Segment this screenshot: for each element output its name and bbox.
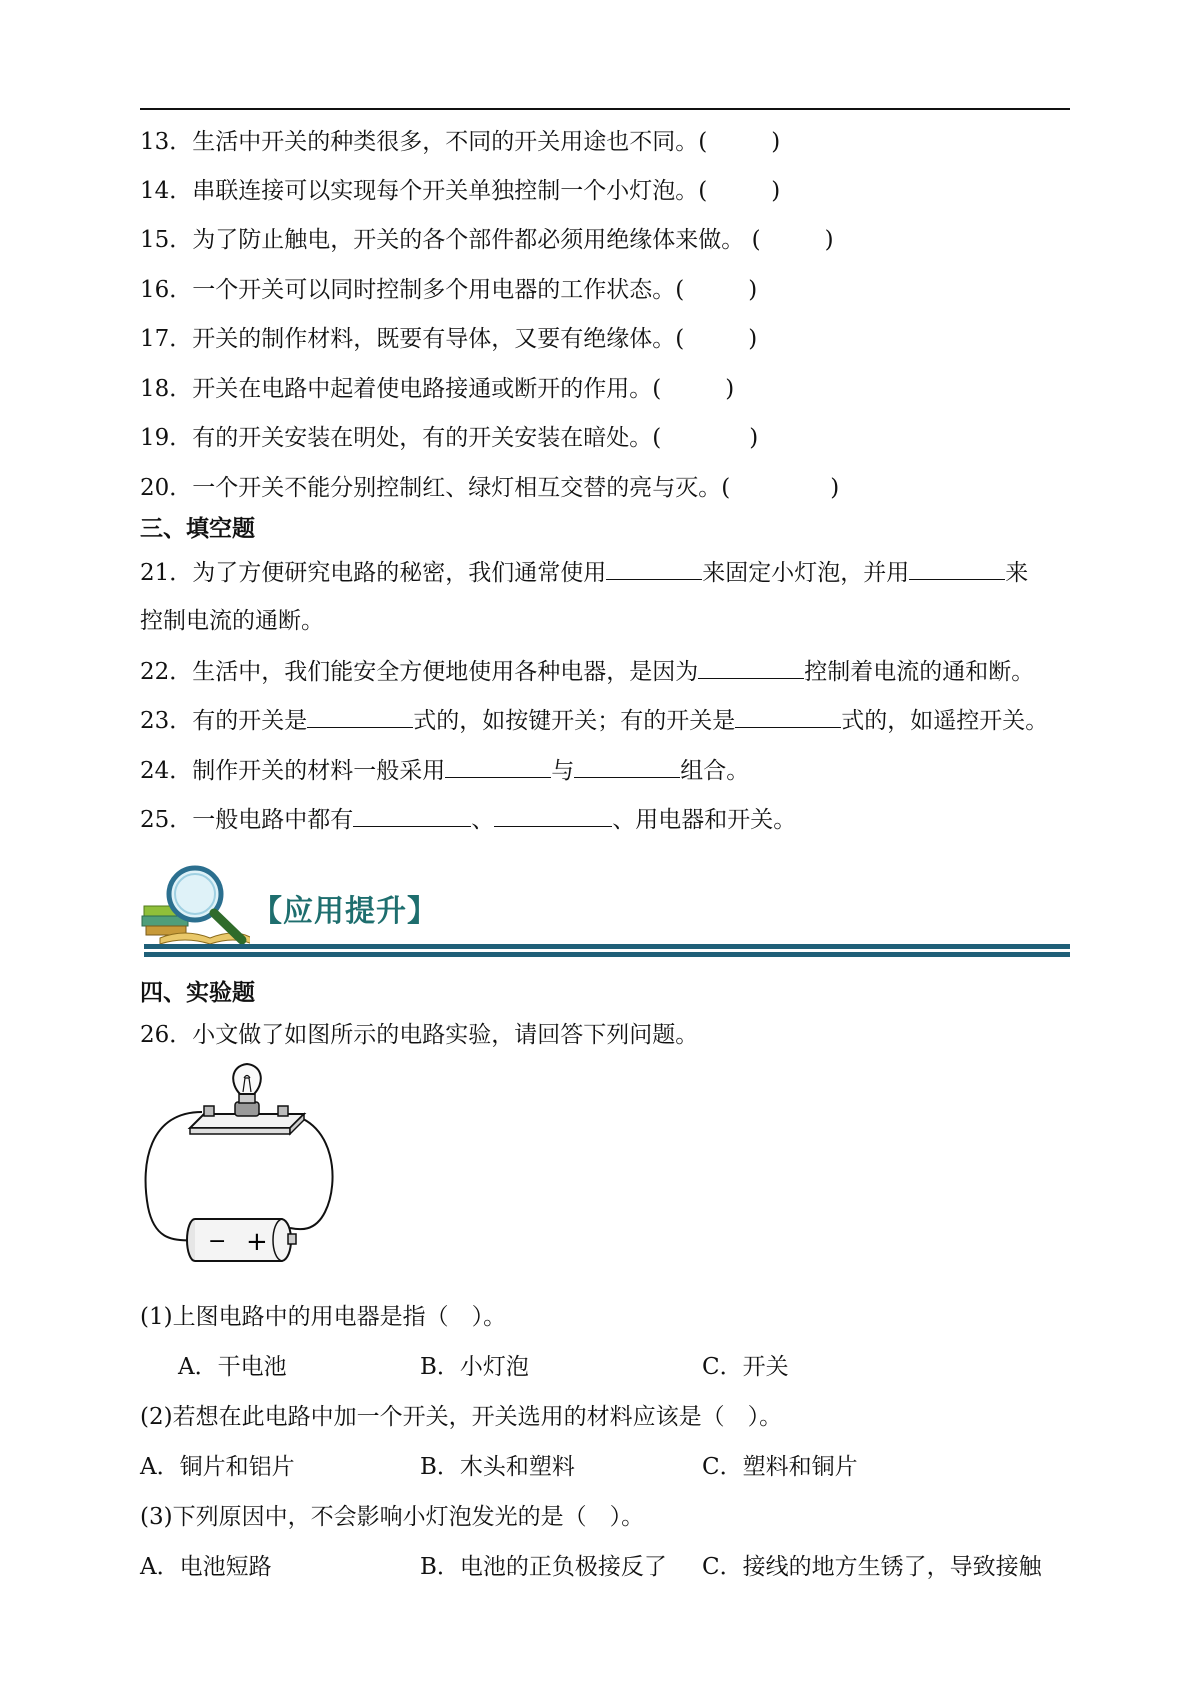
- option-1a[interactable]: A．干电池: [178, 1354, 287, 1380]
- option-1c[interactable]: C．开关: [702, 1354, 789, 1380]
- battery-minus-label: −: [208, 1229, 227, 1254]
- fill-blank-23a[interactable]: [307, 705, 413, 728]
- fill-blank-23b[interactable]: [735, 705, 841, 728]
- wire-right: [288, 1114, 333, 1229]
- fill-blank-22[interactable]: [698, 656, 804, 679]
- option-3b[interactable]: B．电池的正负极接反了: [420, 1554, 667, 1580]
- question-25: 25．一般电路中都有 、 、用电器和开关。: [140, 804, 796, 835]
- fill-blank-24b[interactable]: [574, 755, 680, 778]
- question-13: 13．生活中开关的种类很多，不同的开关用途也不同。( ): [140, 129, 781, 155]
- question-18: 18．开关在电路中起着使电路接通或断开的作用。( ): [140, 376, 735, 402]
- question-17: 17．开关的制作材料，既要有导体，又要有绝缘体。( ): [140, 326, 758, 352]
- banner-band: [144, 952, 1070, 957]
- light-bulb-icon: [233, 1064, 261, 1094]
- question-26-sub2: (2)若想在此电路中加一个开关，开关选用的材料应该是（ ）。: [140, 1404, 783, 1430]
- option-1b[interactable]: B．小灯泡: [420, 1354, 529, 1380]
- option-2c[interactable]: C．塑料和铜片: [702, 1454, 858, 1480]
- question-16: 16．一个开关可以同时控制多个用电器的工作状态。( ): [140, 277, 758, 303]
- section-experiment-title: 四、实验题: [140, 979, 255, 1006]
- question-14: 14．串联连接可以实现每个开关单独控制一个小灯泡。( ): [140, 178, 781, 204]
- fill-blank-21b[interactable]: [909, 557, 1005, 580]
- section-fill-title: 三、填空题: [140, 515, 255, 542]
- section-banner: [140, 858, 1070, 968]
- battery-plus-label: +: [246, 1227, 268, 1257]
- option-2a[interactable]: A．铜片和铝片: [140, 1454, 295, 1480]
- banner-band: [144, 944, 1070, 949]
- fill-blank-25b[interactable]: [494, 804, 612, 827]
- fill-blank-21a[interactable]: [606, 557, 702, 580]
- question-19: 19．有的开关安装在明处，有的开关安装在暗处。( ): [140, 425, 759, 451]
- question-26-stem: 26．小文做了如图所示的电路实验，请回答下列问题。: [140, 1022, 699, 1048]
- option-3c[interactable]: C．接线的地方生锈了，导致接触: [702, 1554, 1042, 1580]
- question-23: 23．有的开关是 式的，如按键开关；有的开关是 式的，如遥控开关。: [140, 705, 1048, 736]
- bulb-holder: [235, 1102, 259, 1116]
- question-21-cont: 控制电流的通断。: [140, 608, 324, 634]
- fill-blank-25a[interactable]: [353, 804, 471, 827]
- question-22: 22．生活中，我们能安全方便地使用各种电器，是因为 控制着电流的通和断。: [140, 656, 1034, 687]
- terminal: [278, 1106, 288, 1116]
- option-2b[interactable]: B．木头和塑料: [420, 1454, 575, 1480]
- option-3a[interactable]: A．电池短路: [140, 1554, 272, 1580]
- banner-title: 【应用提升】: [252, 894, 438, 929]
- question-21: 21．为了方便研究电路的秘密，我们通常使用 来固定小灯泡，并用 来: [140, 557, 1028, 588]
- fill-blank-24a[interactable]: [445, 755, 551, 778]
- top-rule: [140, 108, 1070, 110]
- question-26-sub3: (3)下列原因中，不会影响小灯泡发光的是（ ）。: [140, 1504, 645, 1530]
- magnifier-books-icon: [140, 858, 250, 948]
- terminal: [204, 1106, 214, 1116]
- circuit-diagram: [140, 1062, 340, 1282]
- question-15: 15．为了防止触电，开关的各个部件都必须用绝缘体来做。 ( ): [140, 227, 834, 253]
- question-24: 24．制作开关的材料一般采用 与 组合。: [140, 755, 749, 786]
- question-20: 20．一个开关不能分别控制红、绿灯相互交替的亮与灭。( ): [140, 475, 840, 501]
- question-26-sub1: (1)上图电路中的用电器是指（ ）。: [140, 1304, 507, 1330]
